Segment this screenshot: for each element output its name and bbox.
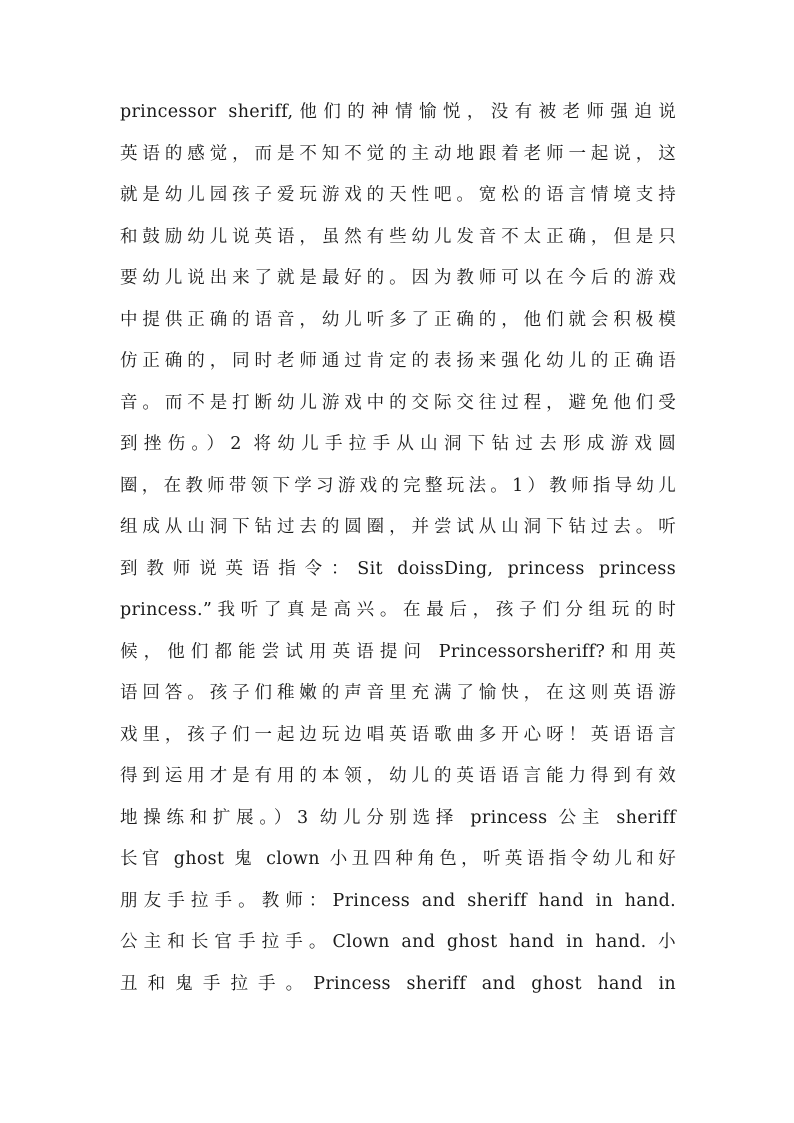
text-line: 仿正确的，同时老师通过肯定的表扬来强化幼儿的正确语: [120, 351, 676, 371]
text-line: 中提供正确的语音，幼儿听多了正确的，他们就会积极模: [120, 309, 676, 330]
text-line: 要幼儿说出来了就是最好的。因为教师可以在今后的游戏: [120, 268, 676, 288]
text-line: 和鼓励幼儿说英语，虽然有些幼儿发音不太正确，但是只: [120, 226, 676, 247]
text-line: 公主和长官手拉手。Clown and ghost hand in hand. 小: [120, 932, 676, 952]
text-line: 长官 ghost 鬼 clown 小丑四种角色，听英语指令幼儿和好: [120, 849, 676, 869]
text-line: 戏里，孩子们一起边玩边唱英语歌曲多开心呀！英语语言: [120, 724, 676, 745]
text-line: 得到运用才是有用的本领，幼儿的英语语言能力得到有效: [120, 766, 676, 786]
text-line: 圈，在教师带领下学习游戏的完整玩法。1）教师指导幼儿: [120, 475, 676, 496]
text-line: 音。而不是打断幼儿游戏中的交际交往过程，避免他们受: [120, 392, 676, 413]
text-line: 地操练和扩展。）3 幼儿分别选择 princess 公主 sheriff: [120, 807, 676, 828]
text-line: 英语的感觉，而是不知不觉的主动地跟着老师一起说，这: [120, 143, 676, 164]
body-text: [120, 92, 676, 1005]
text-line: princessor sheriff,他们的神情愉悦，没有被老师强迫说: [120, 102, 676, 122]
text-line: 就是幼儿园孩子爱玩游戏的天性吧。宽松的语言情境支持: [120, 185, 676, 205]
text-line: 到挫伤。）2 将幼儿手拉手从山洞下钻过去形成游戏圆: [120, 434, 676, 454]
text-line: 朋友手拉手。教师：Princess and sheriff hand in hand.: [120, 890, 676, 911]
text-line: princess.”我听了真是高兴。在最后，孩子们分组玩的时: [120, 600, 676, 620]
text-line: 语回答。孩子们稚嫩的声音里充满了愉快，在这则英语游: [120, 683, 676, 703]
text-line: 到教师说英语指令：Sit doissDing, princess princess: [120, 558, 676, 579]
text-line: 组成从山洞下钻过去的圆圈，并尝试从山洞下钻过去。听: [120, 517, 676, 537]
text-line: 候，他们都能尝试用英语提问 Princessorsheriff?和用英: [120, 641, 676, 662]
text-line: 丑和鬼手拉手。Princess sheriff and ghost hand in: [120, 973, 676, 994]
